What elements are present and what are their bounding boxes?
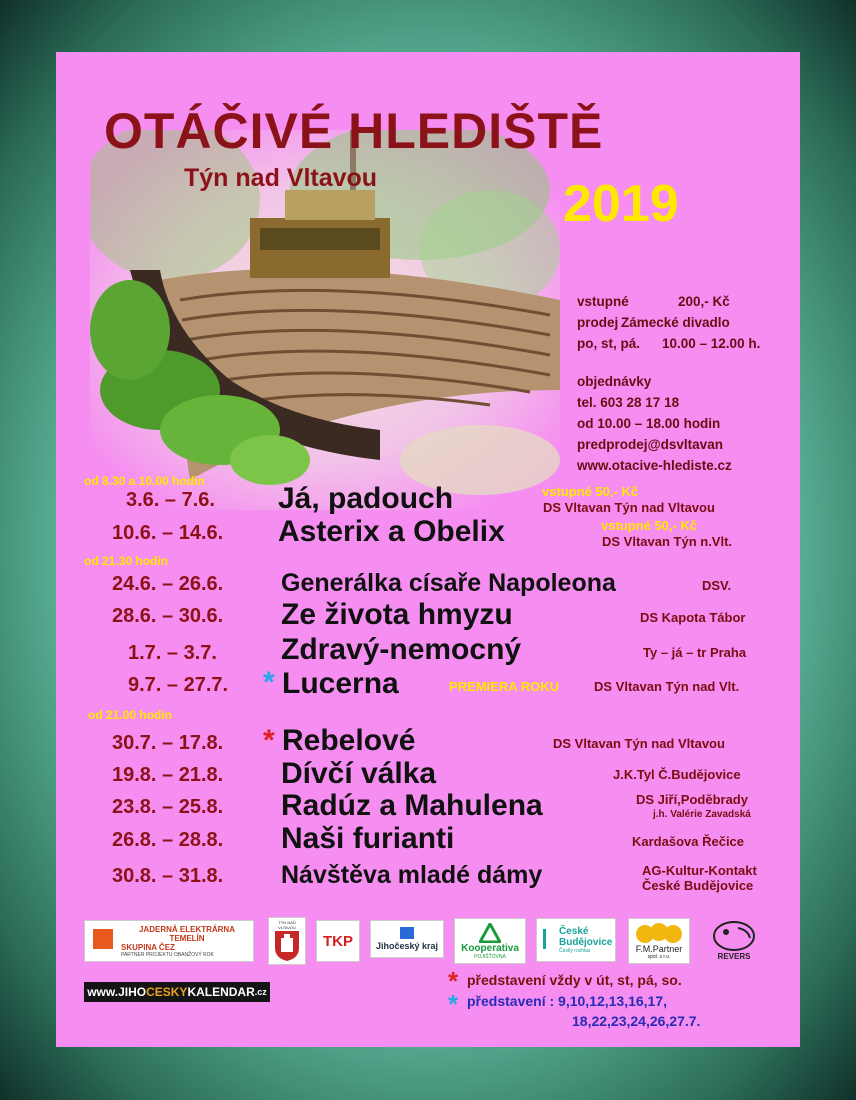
show-dates: 10.6. – 14.6. xyxy=(112,522,224,544)
sponsor-ceske-budejovice-logo[interactable] xyxy=(536,918,616,962)
legend-line-2: představení : 9,10,12,13,16,17, xyxy=(467,993,668,1009)
sponsor-fm-partner-logo[interactable] xyxy=(628,918,690,964)
cb-name2: Budějovice xyxy=(559,937,613,948)
show-company: DS Vltavan Týn nad Vltavou xyxy=(543,500,715,515)
show-title: Dívčí válka xyxy=(281,757,437,790)
banner-part-a: JIHO xyxy=(118,985,147,999)
show-company-city: České Budějovice xyxy=(642,878,754,893)
show-title: Návštěva mladé dámy xyxy=(281,861,543,889)
jck-label: Jihočeský kraj xyxy=(375,941,439,951)
fm-label: F.M.Partner xyxy=(635,944,683,954)
banner-prefix: www. xyxy=(87,985,119,999)
poster-year: 2019 xyxy=(563,175,679,233)
sale-label: prodej xyxy=(577,315,619,330)
show-dates: 30.8. – 31.8. xyxy=(112,865,224,887)
show-dates: 30.7. – 17.8. xyxy=(112,732,224,754)
show-company: AG-Kultur-Kontakt xyxy=(642,863,757,878)
show-company: DS Jiří,Poděbrady xyxy=(636,792,748,807)
entry-label: vstupné xyxy=(577,294,629,309)
cez-line1: JADERNÁ ELEKTRÁRNA TEMELÍN xyxy=(138,924,235,943)
show-title: Naši furianti xyxy=(281,822,455,855)
legend-red-star-icon: * xyxy=(448,966,459,996)
orders-email[interactable]: predprodej@dsvltavan xyxy=(577,437,723,452)
show-company: DSV. xyxy=(702,578,732,593)
cez-line2: SKUPINA ČEZ xyxy=(121,942,175,952)
show-title: Ze života hmyzu xyxy=(281,598,513,631)
special-star-icon: * xyxy=(263,724,275,757)
banner-part-b: CESKY xyxy=(146,985,188,999)
show-company: J.K.Tyl Č.Budějovice xyxy=(613,767,741,782)
revers-dragon-icon xyxy=(710,918,758,952)
banner-part-c: KALENDAR xyxy=(187,985,255,999)
show-dates: 23.8. – 25.8. xyxy=(112,796,224,818)
sale-days: po, st, pá. xyxy=(577,336,641,351)
koop-sub: POJIŠŤOVNA xyxy=(474,953,506,960)
show-company: DS Vltavan Týn nad Vltavou xyxy=(553,736,725,751)
show-title: Já, padouch xyxy=(278,482,454,515)
show-dates: 19.8. – 21.8. xyxy=(112,764,224,786)
show-title: Lucerna xyxy=(282,667,399,700)
orders-hours: od 10.00 – 18.00 hodin xyxy=(577,416,721,431)
show-dates: 24.6. – 26.6. xyxy=(112,573,224,595)
sponsor-tkp-logo[interactable] xyxy=(316,920,360,962)
sale-hours: 10.00 – 12.00 h. xyxy=(662,336,761,351)
time-note: od 21.30 hodin xyxy=(84,554,169,568)
cb-mark-icon xyxy=(543,929,556,949)
sponsor-cez-logo[interactable] xyxy=(84,920,254,962)
legend-line-1: představení vždy v út, st, pá, so. xyxy=(467,972,682,988)
show-title: Radúz a Mahulena xyxy=(281,789,543,822)
cb-name1: České xyxy=(559,926,589,937)
cez-mark-icon xyxy=(93,929,113,949)
kraj-mark-icon xyxy=(400,927,414,939)
sale-place: Zámecké divadlo xyxy=(621,315,730,330)
show-dates: 9.7. – 27.7. xyxy=(128,674,229,696)
show-company: DS Vltavan Týn n.Vlt. xyxy=(602,534,733,549)
entry-price: 200,- Kč xyxy=(678,294,730,309)
show-company: DS Kapota Tábor xyxy=(640,610,746,625)
fm-sub: spol. s r.o. xyxy=(647,954,671,960)
show-company: Ty – já – tr Praha xyxy=(643,645,747,660)
time-note: od 21.00 hodin xyxy=(88,708,173,722)
show-title: Zdravý-nemocný xyxy=(281,633,522,666)
fm-balls-icon xyxy=(634,922,684,944)
show-title: Asterix a Obelix xyxy=(278,515,505,548)
sponsor-jihocesky-kraj-logo[interactable] xyxy=(370,920,444,958)
premiere-star-icon: * xyxy=(263,666,275,699)
show-company: DS Vltavan Týn nad Vlt. xyxy=(594,679,740,694)
sponsor-tyn-logo[interactable] xyxy=(268,917,306,965)
kooperativa-mark-icon xyxy=(479,923,501,943)
jihocesky-kalendar-banner[interactable] xyxy=(84,982,270,1002)
cez-line3: PARTNER PROJEKTU OBANŽOVÝ ROK xyxy=(121,951,214,958)
poster-location: Týn nad Vltavou xyxy=(184,164,378,192)
poster-title: OTÁČIVÉ HLEDIŠTĚ xyxy=(104,103,604,159)
show-dates: 1.7. – 3.7. xyxy=(128,642,217,664)
show-note: vstupné 50,- Kč xyxy=(601,518,698,533)
time-note: od 8.30 a 10.00 hodin xyxy=(84,474,205,488)
cb-sub: Český rozhlas xyxy=(559,948,591,954)
show-dates: 28.6. – 30.6. xyxy=(112,605,224,627)
sponsor-revers-logo[interactable] xyxy=(704,918,764,966)
koop-label: Kooperativa xyxy=(461,942,519,954)
show-dates: 3.6. – 7.6. xyxy=(126,489,215,511)
revers-label: REVERS xyxy=(717,952,751,961)
tyn-crest-icon xyxy=(274,930,300,962)
website-link[interactable]: www.otacive-hlediste.cz xyxy=(577,458,732,473)
show-company-guest: j.h. Valérie Zavadská xyxy=(653,809,751,820)
poster xyxy=(56,52,800,1047)
show-dates: 26.8. – 28.8. xyxy=(112,829,224,851)
show-title: Generálka císaře Napoleona xyxy=(281,569,616,597)
orders-phone: tel. 603 28 17 18 xyxy=(577,395,680,410)
premiere-note: PREMIERA ROKU xyxy=(449,679,560,694)
legend-blue-star-icon: * xyxy=(448,989,459,1019)
tkp-label: TKP xyxy=(323,932,353,950)
show-company: Kardašova Řečice xyxy=(632,834,745,849)
tyn-label: TÝN NAD VLTAVOU xyxy=(278,920,296,930)
sponsor-kooperativa-logo[interactable] xyxy=(454,918,526,964)
banner-suffix: .cz xyxy=(254,987,267,997)
show-note: vstupné 50,- Kč xyxy=(542,484,639,499)
orders-label: objednávky xyxy=(577,374,652,389)
show-title: Rebelové xyxy=(282,724,416,757)
legend-line-3: 18,22,23,24,26,27.7. xyxy=(572,1013,701,1029)
